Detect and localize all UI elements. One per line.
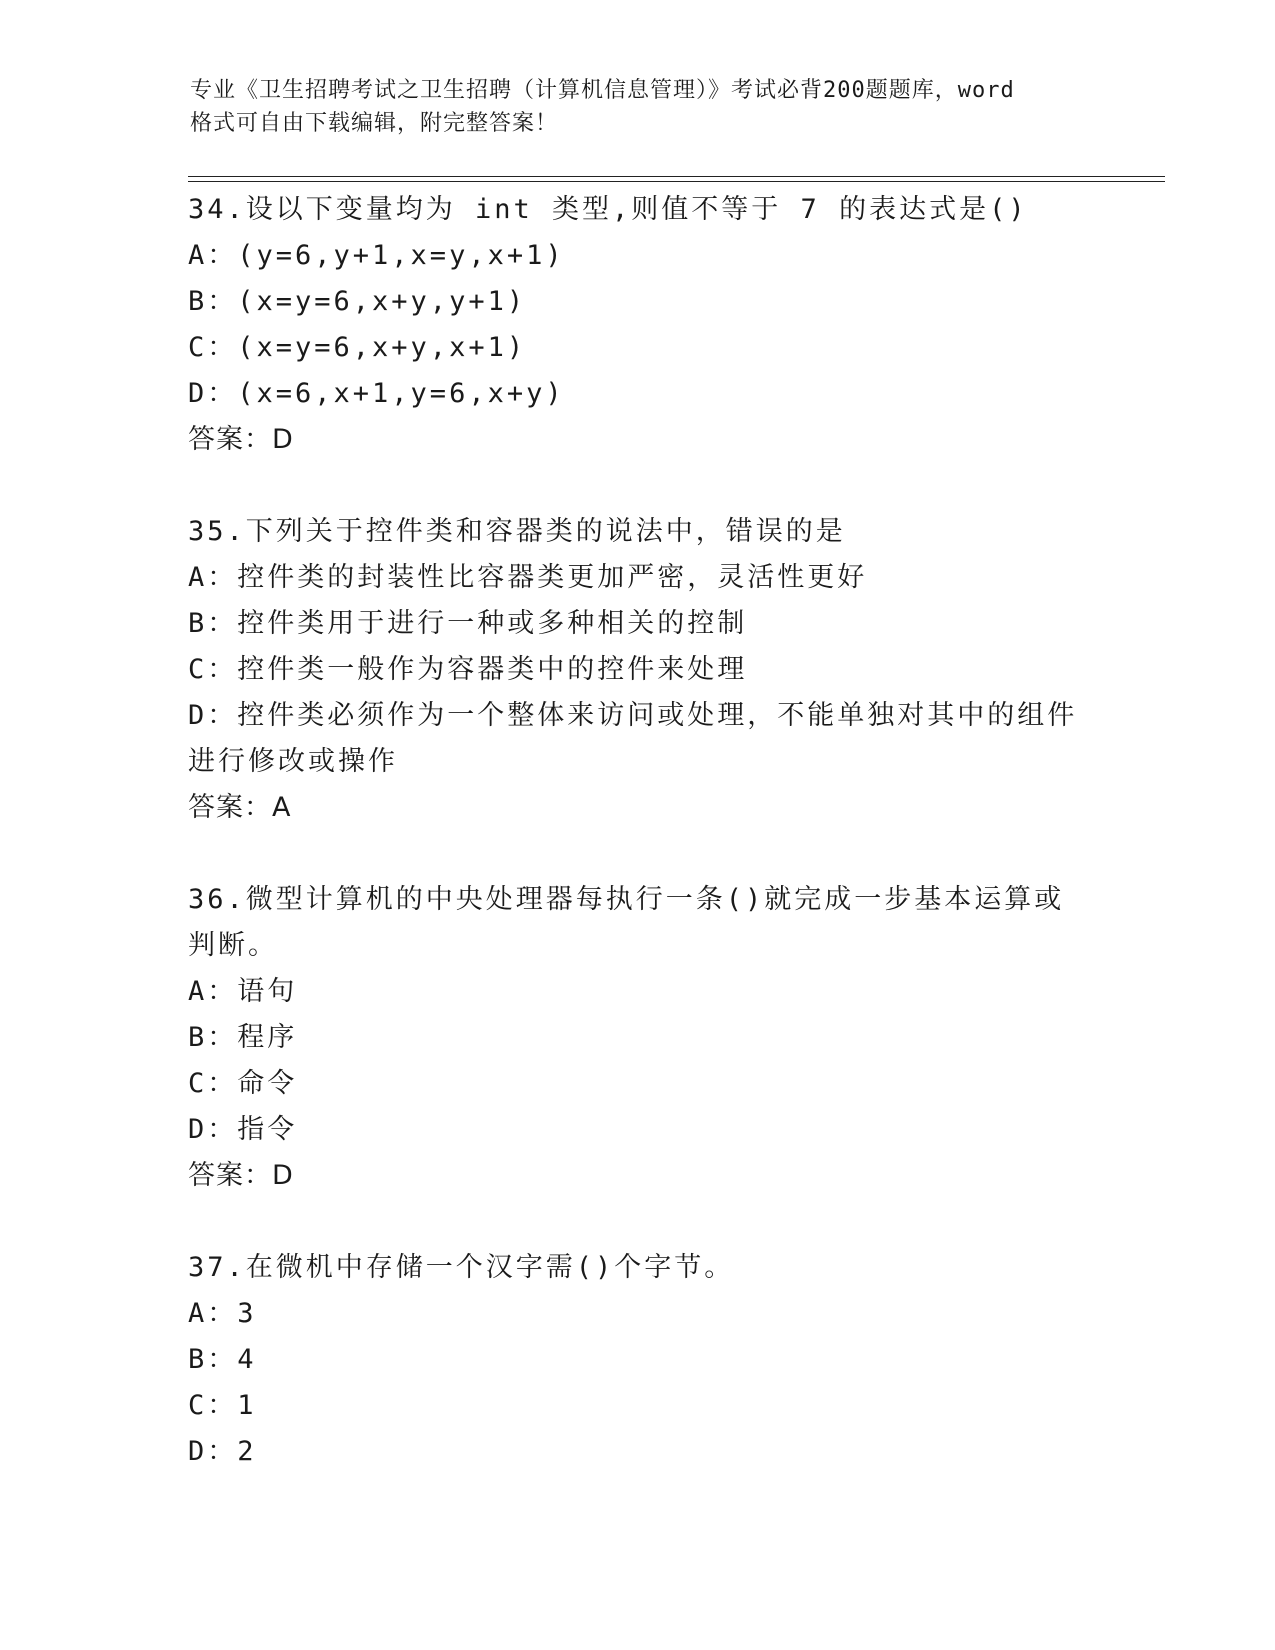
question-title: 35.下列关于控件类和容器类的说法中，错误的是 bbox=[188, 516, 846, 547]
option-c: C：命令 bbox=[188, 1068, 298, 1099]
header-line-1: 专业《卫生招聘考试之卫生招聘（计算机信息管理）》考试必背200题题库，word bbox=[190, 78, 1015, 103]
option-b: B：程序 bbox=[188, 1022, 298, 1053]
question-list bbox=[188, 187, 1088, 1475]
option-a: A：(y=6,y+1,x=y,x+1) bbox=[188, 240, 565, 271]
option-d: D：2 bbox=[188, 1436, 257, 1467]
question-34 bbox=[188, 187, 1088, 463]
option-b: B：(x=y=6,x+y,y+1) bbox=[188, 286, 527, 317]
option-d: D：(x=6,x+1,y=6,x+y) bbox=[188, 378, 565, 409]
option-d: D：控件类必须作为一个整体来访问或处理，不能单独对其中的组件进行修改或操作 bbox=[188, 700, 1078, 777]
question-title: 36.微型计算机的中央处理器每执行一条()就完成一步基本运算或判断。 bbox=[188, 884, 1065, 961]
option-a: A：控件类的封装性比容器类更加严密，灵活性更好 bbox=[188, 562, 868, 593]
option-a: A：3 bbox=[188, 1298, 257, 1329]
answer: 答案：D bbox=[188, 1160, 294, 1191]
question-title: 34.设以下变量均为 int 类型,则值不等于 7 的表达式是() bbox=[188, 194, 1028, 225]
header-divider-top bbox=[188, 176, 1165, 177]
question-36 bbox=[188, 877, 1088, 1199]
question-37 bbox=[188, 1245, 1088, 1475]
question-title: 37.在微机中存储一个汉字需()个字节。 bbox=[188, 1252, 735, 1283]
option-b: B：控件类用于进行一种或多种相关的控制 bbox=[188, 608, 748, 639]
header-line-2: 格式可自由下载编辑，附完整答案！ bbox=[190, 111, 559, 136]
document-header bbox=[190, 74, 1090, 140]
option-c: C：(x=y=6,x+y,x+1) bbox=[188, 332, 527, 363]
option-a: A：语句 bbox=[188, 976, 298, 1007]
answer: 答案：A bbox=[188, 792, 292, 823]
option-c: C：控件类一般作为容器类中的控件来处理 bbox=[188, 654, 748, 685]
option-b: B：4 bbox=[188, 1344, 257, 1375]
answer: 答案：D bbox=[188, 424, 294, 455]
question-35 bbox=[188, 509, 1088, 831]
header-divider-bottom bbox=[188, 181, 1165, 182]
option-c: C：1 bbox=[188, 1390, 257, 1421]
option-d: D：指令 bbox=[188, 1114, 298, 1145]
